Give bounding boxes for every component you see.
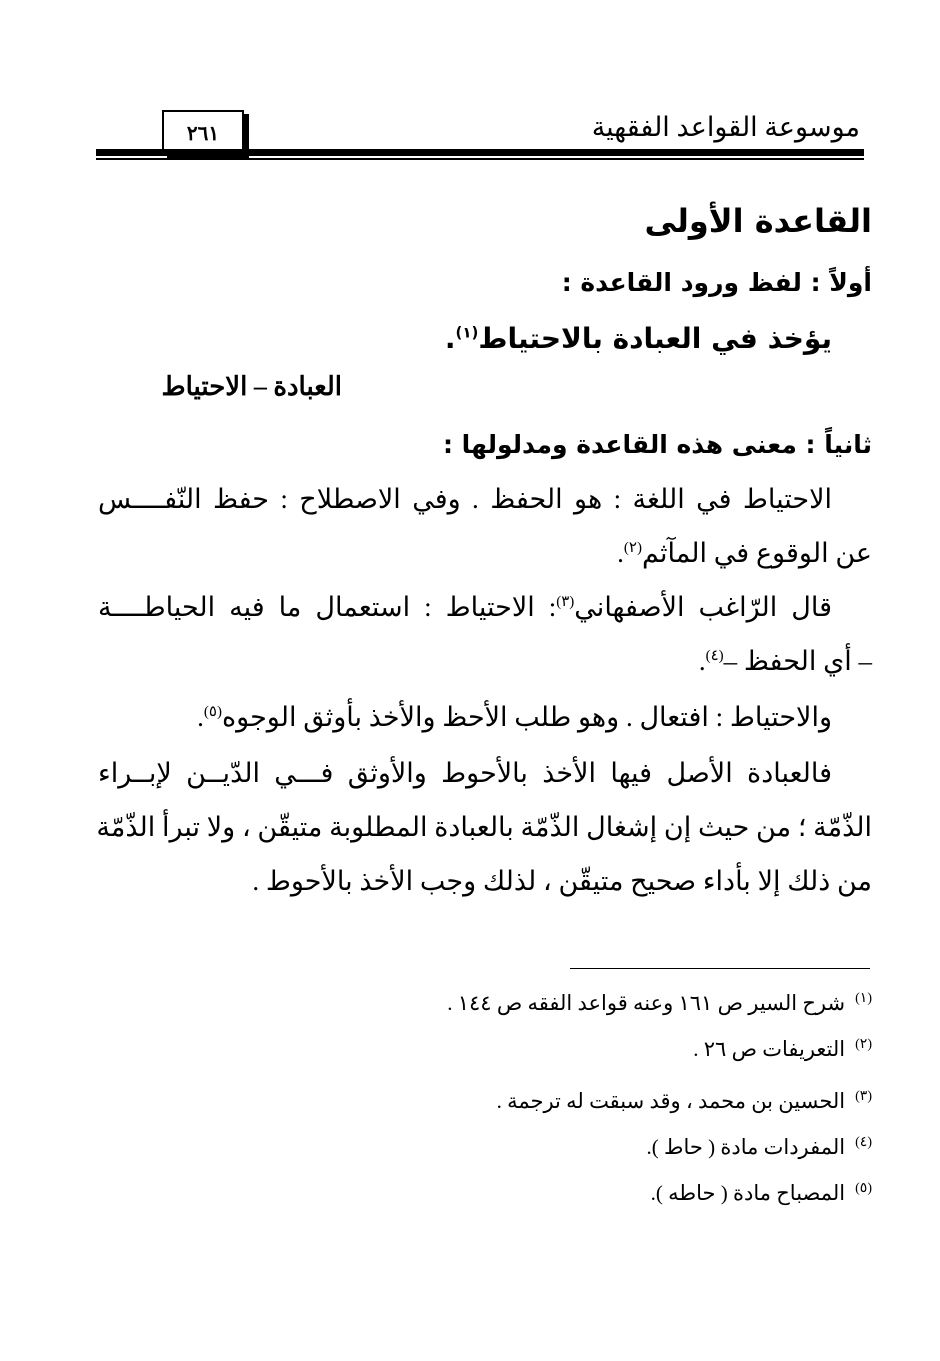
paragraph-text: قال الرّاغب الأصفهاني	[574, 592, 832, 622]
footnote	[447, 990, 872, 1016]
paragraph-line: فالعبادة الأصل فيها الأخذ بالأحوط والأوثق فـــي الدّيــن لإبــراء	[98, 758, 832, 788]
rule-statement-end: .	[444, 322, 456, 355]
footnote-text: المصباح مادة ( حاطه ).	[650, 1181, 846, 1205]
footnote-ref-5[interactable]: (٥)	[203, 704, 222, 720]
paragraph-text: عن الوقوع في المآثم	[641, 538, 872, 568]
footnote-text: الحسين بن محمد ، وقد سبقت له ترجمة .	[496, 1089, 846, 1113]
paragraph-line	[98, 592, 832, 623]
footnote-number: (١)	[855, 991, 872, 1006]
running-header-title: موسوعة القواعد الفقهية	[591, 112, 860, 142]
paragraph-line: الذّمّة ؛ من حيث إن إشغال الذّمّة بالعبادة المطلوبة متيقّن ، ولا تبرأ الذّمّة	[96, 812, 872, 842]
footnote-ref-3[interactable]: (٣)	[556, 594, 575, 610]
paragraph-text: – أي الحفظ –	[723, 646, 872, 676]
footnote-ref-2[interactable]: (٢)	[623, 540, 642, 556]
footnote	[651, 1180, 872, 1206]
rule-statement	[445, 322, 832, 355]
footnote-text: التعريفات ص ٢٦ .	[693, 1037, 846, 1061]
rule-statement-text: يؤخذ في العبادة بالاحتياط	[478, 322, 832, 355]
paragraph-text: : الاحتياط : استعمال ما فيه الحياطــــة	[98, 592, 557, 622]
footnote-separator	[570, 968, 870, 969]
paragraph-line	[197, 702, 832, 733]
paragraph-text: والاحتياط : افتعال . وهو طلب الأحظ والأخذ بأوثق الوجوه	[221, 702, 832, 732]
paragraph-line	[699, 646, 872, 677]
section-title-meaning: ثانياً : معنى هذه القاعدة ومدلولها :	[442, 430, 872, 459]
footnote-text: شرح السير ص ١٦١ وعنه قواعد الفقه ص ١٤٤ .	[447, 991, 846, 1015]
paragraph-text: .	[197, 702, 204, 732]
footnote-number: (٣)	[855, 1089, 872, 1104]
paragraph-line	[617, 538, 872, 569]
paragraph-text: .	[617, 538, 624, 568]
footnote-ref-4[interactable]: (٤)	[705, 648, 724, 664]
header-rule-thin	[96, 158, 864, 160]
footnote-ref-1[interactable]: (١)	[455, 323, 479, 342]
footnote	[693, 1036, 872, 1062]
paragraph-line: من ذلك إلا بأداء صحيح متيقّن ، لذلك وجب الأخذ بالأحوط .	[252, 866, 872, 896]
rule-heading: القاعدة الأولى	[644, 202, 872, 240]
footnote	[497, 1088, 872, 1114]
footnote	[647, 1134, 872, 1160]
header-rule-thick	[96, 149, 864, 156]
page-number: ٢٦١	[186, 122, 220, 145]
footnote-number: (٥)	[855, 1181, 872, 1196]
section-title-wording: أولاً : لفظ ورود القاعدة :	[561, 268, 872, 297]
footnote-number: (٤)	[855, 1135, 872, 1150]
footnote-number: (٢)	[855, 1037, 872, 1052]
paragraph-text: .	[698, 646, 706, 676]
footnote-text: المفردات مادة ( حاط ).	[646, 1135, 846, 1159]
rule-keywords: العبادة – الاحتياط	[161, 372, 342, 401]
paragraph-line: الاحتياط في اللغة : هو الحفظ . وفي الاصطلاح : حفظ النّفــــس	[98, 484, 832, 514]
